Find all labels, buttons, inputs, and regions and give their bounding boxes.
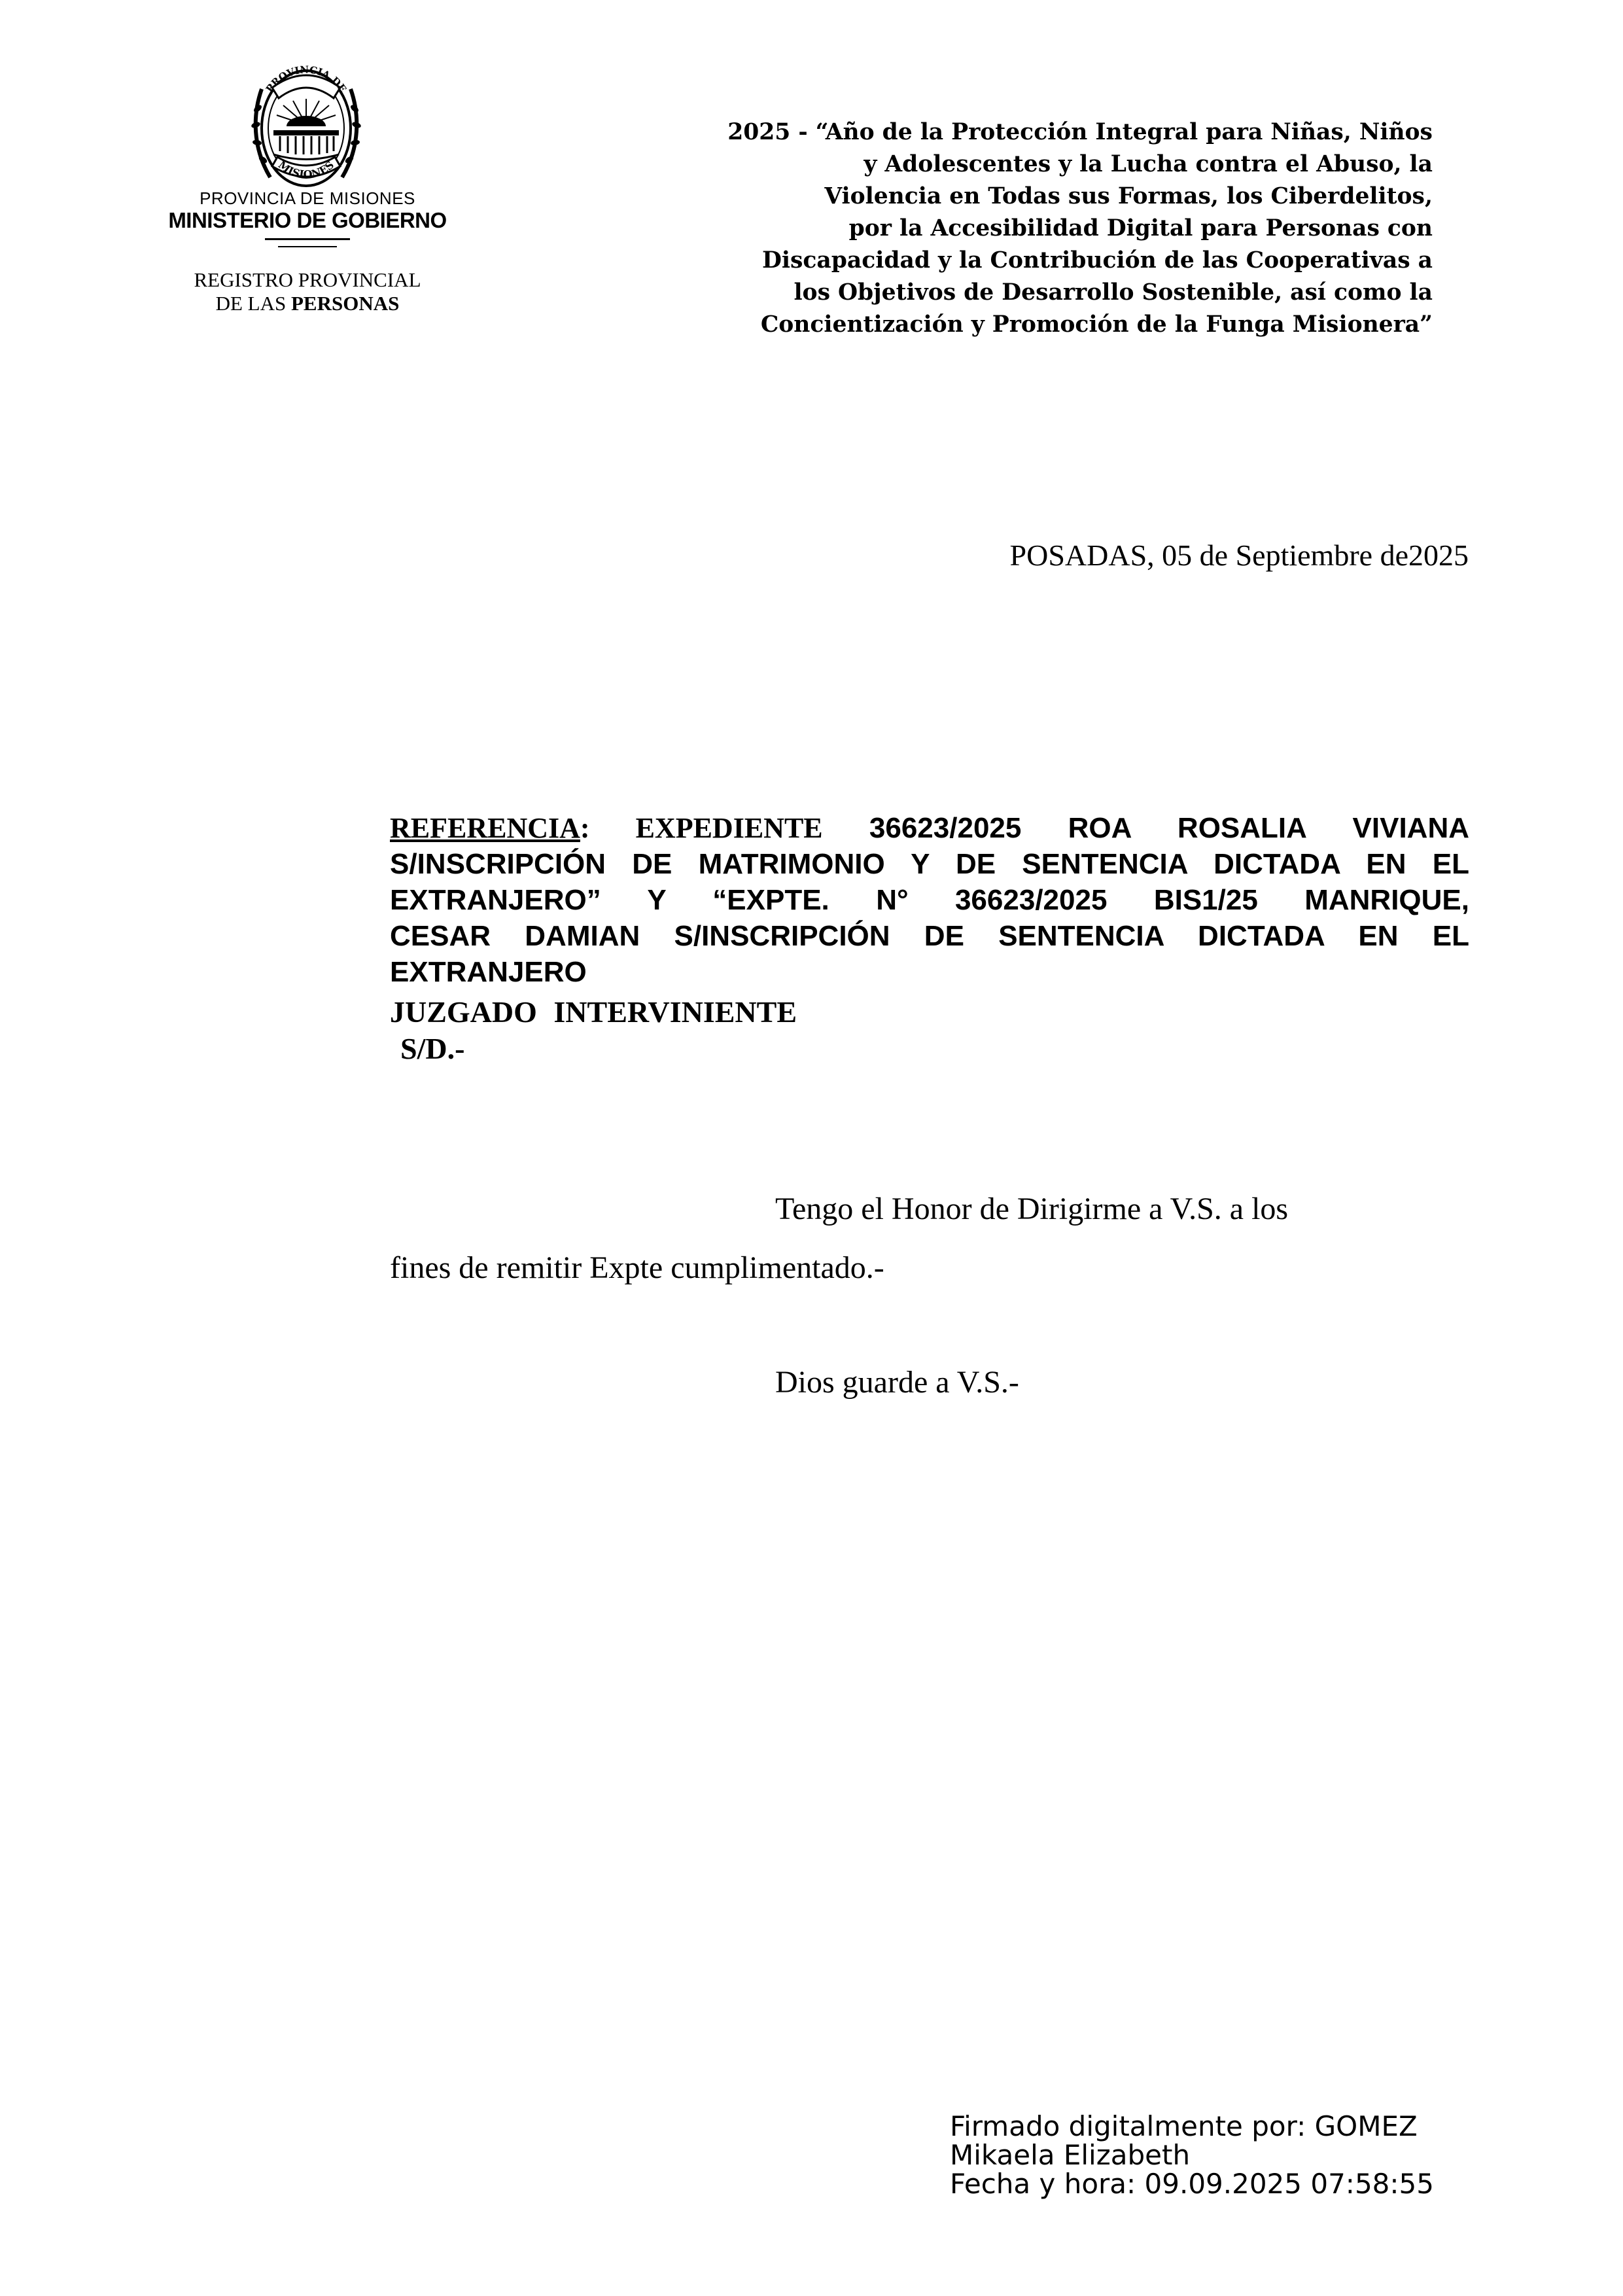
seal-top-text: PROVINCIA DE [263, 63, 349, 95]
reference-colon: : [580, 812, 590, 844]
digital-signature [950, 2112, 1434, 2199]
signature-signed-by: Firmado digitalmente por: GOMEZ [950, 2110, 1418, 2142]
reference-line: EXTRANJERO” Y “EXPTE. N° 36623/2025 BIS1/25 MANRIQUE, [390, 884, 1469, 916]
reference-line: CESAR DAMIAN S/INSCRIPCIÓN DE SENTENCIA DICTADA EN EL [390, 920, 1469, 952]
signature-name: Mikaela Elizabeth [950, 2139, 1191, 2171]
province-name: PROVINCIA DE MISIONES [200, 188, 415, 208]
reference-block [390, 810, 1469, 990]
motto-line: Violencia en Todas sus Formas, los Ciberdelitos, [824, 183, 1433, 209]
body-text-line1: Tengo el Honor de Dirigirme a V.S. a los [775, 1192, 1289, 1226]
motto-line: Concientización y Promoción de la Funga Misionera” [760, 311, 1433, 338]
expediente-word: EXPEDIENTE [635, 812, 823, 844]
registry-persons: PERSONAS [291, 292, 400, 315]
place-date: POSADAS, 05 de Septiembre de2025 [1009, 539, 1469, 572]
seal-bottom-text: MISIONES [275, 158, 337, 181]
ministry-name: MINISTERIO DE GOBIERNO [168, 208, 447, 232]
motto-line: 2025 - “Año de la Protección Integral para Niñas, Niños [727, 119, 1433, 145]
motto-line: y Adolescentes y la Lucha contra el Abuso, la [864, 151, 1433, 177]
motto-line: los Objetivos de Desarrollo Sostenible, así como la [794, 279, 1433, 306]
registry-name-line2 [144, 292, 471, 315]
reference-label: REFERENCIA [390, 812, 580, 844]
court-addressee: JUZGADO INTERVINIENTE [390, 995, 797, 1029]
signature-timestamp: Fecha y hora: 09.09.2025 07:58:55 [950, 2168, 1434, 2200]
motto-line: por la Accesibilidad Digital para Personas con [848, 215, 1433, 241]
year-motto [589, 116, 1433, 341]
body-text-line2: fines de remitir Expte cumplimentado.- [390, 1250, 884, 1285]
closing-salutation: Dios guarde a V.S.- [775, 1365, 1019, 1400]
reference-line [390, 810, 1469, 846]
sd-marker: S/D.- [400, 1032, 465, 1065]
reference-line: S/INSCRIPCIÓN DE MATRIMONIO Y DE SENTENCIA DICTADA EN EL [390, 848, 1469, 880]
ministry-divider [265, 238, 350, 240]
reference-line1-rest: 36623/2025 ROA ROSALIA VIVIANA [869, 812, 1469, 844]
motto-line: Discapacidad y la Contribución de las Cooperativas a [761, 247, 1433, 274]
ministry-divider-short [278, 246, 337, 247]
reference-line: EXTRANJERO [390, 956, 587, 988]
misiones-coat-of-arms-seal [247, 63, 365, 190]
registry-prefix: DE LAS [215, 292, 291, 315]
registry-name-line1: REGISTRO PROVINCIAL [194, 268, 421, 291]
